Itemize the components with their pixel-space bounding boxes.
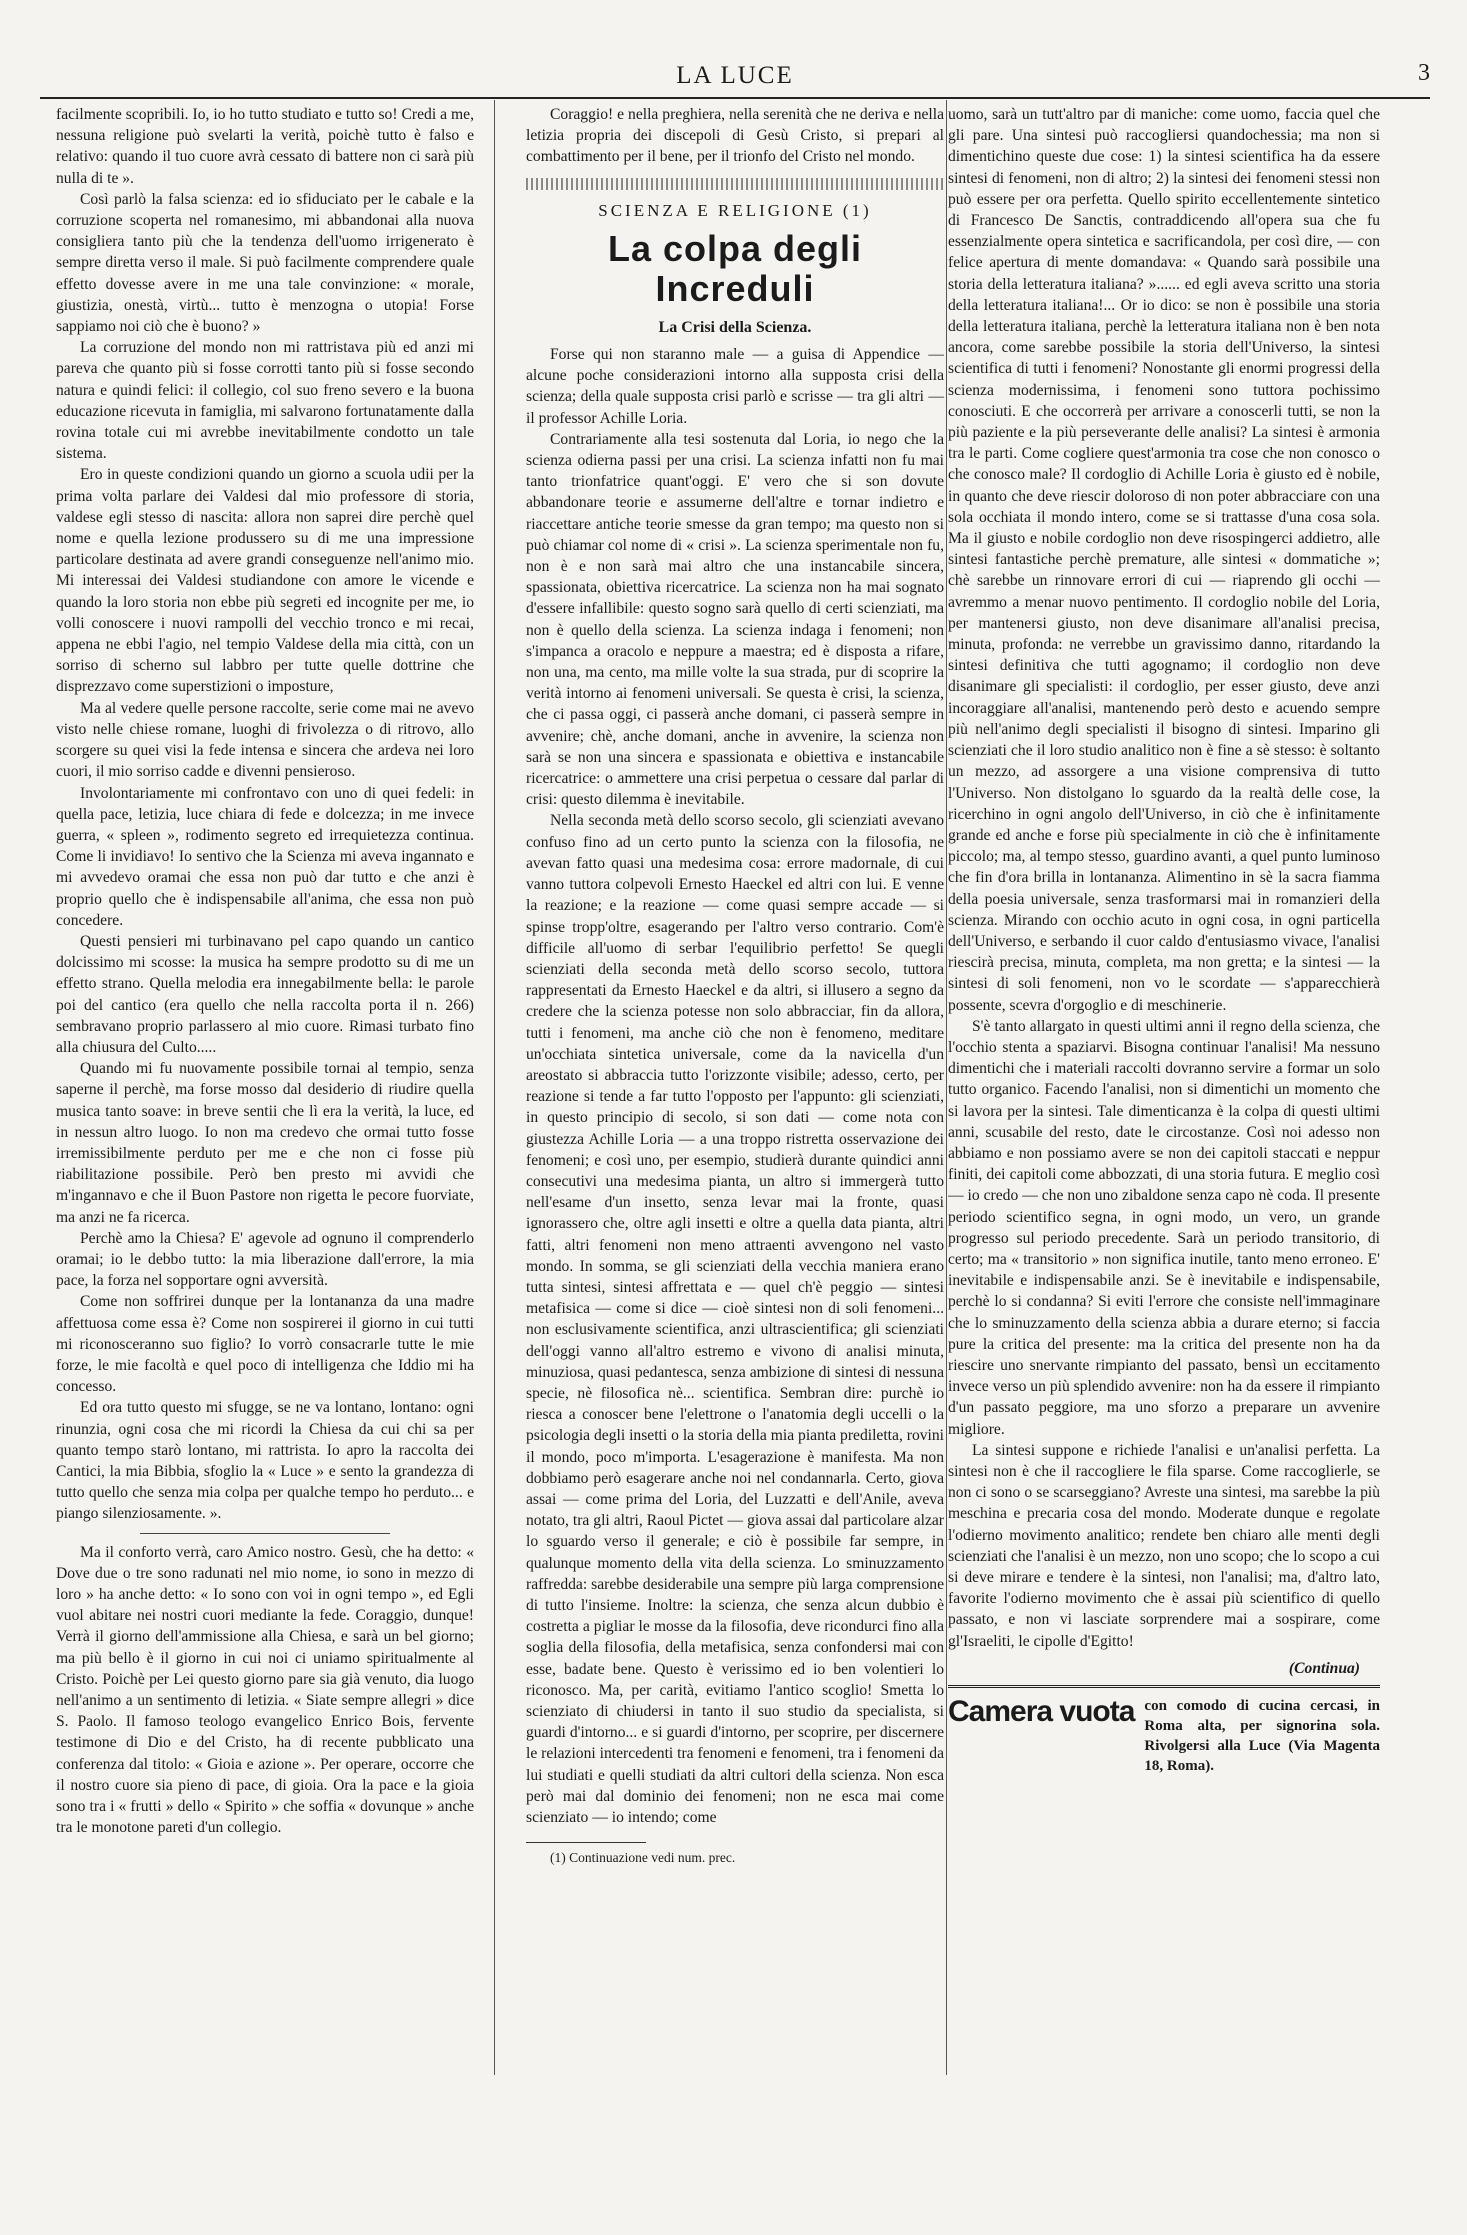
column-right — [948, 104, 1380, 1776]
column-divider — [494, 100, 495, 2075]
ad-title: Camera vuota — [948, 1695, 1135, 1729]
footnote-rule — [526, 1842, 646, 1843]
paragraph: Questi pensieri mi turbinavano pel capo quando un cantico dolcissimo mi scosse: la musica ha sempre prodotto su di me un effetto strano. Quella melodia era innegabilmente bella: le parole poi del cantico (era quello che nella raccolta porta il n. 266) sembravano proprio parlassero al mio cuore. Rimasi turbato fino alla chiusura del Culto..... — [56, 932, 474, 1056]
section-separator — [140, 1533, 391, 1534]
paragraph: facilmente scopribili. Io, io ho tutto studiato e tutto so! Credi a me, nessuna religione può svelarti la verità, poichè tutto è falso e relativo: quando il tuo cuore avrà cessato di battere non ci sarà più nulla di te ». — [56, 106, 474, 187]
paragraph: Involontariamente mi confrontavo con uno di quei fedeli: in quella pace, letizia, luce chiara di fede e dolcezza; in me invece guerra, « spleen », rodimento segreto ed irrequietezza continua. Come li invidiavo! Io sentivo che la Scienza mi aveva ingannato e mi avvedevo oramai che essa non può dar tutto e che anzi è proprio quello che è indispensabile all'anima, che essa non può concedere. — [56, 784, 474, 929]
paragraph: Contrariamente alla tesi sostenuta dal Loria, io nego che la scienza odierna passi per una crisi. La scienza infatti non fu mai tanto trionfatrice quant'oggi. E' vero che si son dovute abbandonare teorie e assumerne dell'altre e tornar indietro e riaccettare antiche teorie smesse da gran tempo; ma questo non si può chiamar col nome di « crisi ». La scienza sperimentale non fu, non è e non sarà mai altro che una instancabile sincera, spassionata, obiettiva ricercatrice. La scienza non ha mai sognato d'essere infallibile: questo sogno sarà quello di certi scienziati, ma non è quello della scienza. La scienza indaga i fenomeni; non s'impanca a oracolo e neppure a maestra; ed è disposta a rifare, non una, ma cento, ma mille volte la sua strada, pur di scoprire la verità intorno ai fenomeni universali. Se questa è crisi, la scienza, che ci passa oggi, ci passerà anche domani, ci passerà sempre in avvenire; chè, anche domani, anche in avvenire, la scienza non sarà se non una sincera e spassionata e obiettiva e instancabile ricercatrice: o ammettere una crisi perpetua o cessare dal parlar di crisi: questo dilemma è inevitabile. — [526, 430, 944, 809]
paragraph: S'è tanto allargato in questi ultimi anni il regno della scienza, che l'occhio stenta a spaziarvi. Bisogna continuar l'analisi! Ma nessuno dimentichi che i materiali raccolti dovranno servire a formar un solo tutto organico. Facendo l'analisi, non si dimentichi un momento che si lavora per la sintesi. Tale dimenticanza è la colpa di questi ultimi anni, scusabile del resto, date le circostanze. Così noi adesso non abbiamo e non possiamo avere se non dei capitoli staccati e neppur finiti, dei capitoli come abbozzati, di una storia futura. E meglio così — io credo — che non uno zibaldone senza capo nè coda. Il presente periodo scientifico segna, in ogni modo, un vero, un grande progresso sul periodo precedente. Sarà un periodo transitorio, di certo; ma « transitorio » non significa inutile, tanto meno erroneo. E' inevitabile e indispensabile anzi. Se è inevitabile e indispensabile, perchè lo si condanna? Si eviti l'errore che consiste nell'immaginare che lo sminuzzamento della scienza abbia a durare eterno; si faccia pure la critica del presente: ma la critica del presente non ha da riescire uno snervante rimpianto del passato, bensì un eccitamento invece verso un più splendido avvenire: non ha da essere il rimpianto d'un passato peggiore, ma uno sforzo a preparare un avvenire migliore. — [948, 1017, 1380, 1438]
column-divider — [946, 100, 947, 2075]
paragraph: Quando mi fu nuovamente possibile tornai al tempio, senza saperne il perchè, ma forse mosso dal desiderio di riudire quella musica tanto soave: in breve sentii che lì era la verità, la luce, ed in nessun altro luogo. Io non ma credevo che ormai tutto fosse irremissibilmente perduto per me e che non ci fosse più riabilitazione possibile. Però ben presto mi avvidi che m'ingannavo e che il Buon Pastore non rigetta le pecore fuorviate, ma anzi ne fa ricerca. — [56, 1060, 474, 1226]
ad-text: con comodo di cucina cercasi, in Roma alta, per signorina sola. Rivolgersi alla Luce (Via Magenta 18, Roma). — [1144, 1698, 1380, 1775]
paragraph: uomo, sarà un tutt'altro par di maniche: come uomo, faccia quel che gli pare. Una sintesi può raccogliersi quandochessia; ma non si dimentichino queste due cose: 1) la sintesi scientifica ha da essere sintesi di fenomeni, non di altro; 2) la sintesi dei fenomeni stessi non può essere per ora perfetta. Quello spirito eccellentemente sintetico di Francesco De Sanctis, contraddicendo all'opera sua che fu essenzialmente opera sintetica e sacrificandola, per così dire, — con felice apertura di mente domandava: « Quando sarà possibile una storia della letteratura italiana? »...... ed egli aveva scritto una storia della letteratura italiana!... Or io dico: se non è possibile una storia della letteratura italiana, perchè la letteratura italiana non è ben nota ancora, come sarebbe possibile la storia dell'Universo, la sintesi scientifica di tutti i fenomeni? Nonostante gli enormi progressi della scienza modernissima, i fenomeni sono tuttora pochissimo conosciuti. E che occorrerà per arrivare a conoscerli tutti, se non la più paziente e la più perseverante delle analisi? La sintesi è armonia tra le parti. Come cogliere quest'armonia tra cose che non conosco o che conosco male? Il cordoglio di Achille Loria è giusto ed è nobile, in quanto che deve riescir doloroso di non poter abbracciare con una sola occhiata il mondo intero, come se si trattasse d'una cosa sola. Ma il giusto e nobile cordoglio non deve risospingerci addietro, alle sintesi fantastiche perchè premature, alle sintesi « dommatiche »; chè sarebbe un rinnovare errori di cui — riaprendo gli occhi — avremmo a menar nuovo pentimento. Il cordoglio nobile del Loria, per mantenersi giusto, non deve disanimare all'analisi precisa, minuta, profonda: ne verrebbe un gravissimo danno, ritardando la sintesi definitiva che tutti agognamo; il cordoglio non deve disanimare gli specialisti: il cordoglio, per esser giusto, deve anzi incoraggiare all'analisi, mantenendo però desto e acuendo sempre più nell'animo degli specialisti il bisogno di sintesi. Imparino gli scienziati che il loro studio analitico non è fine a sè stesso: è soltanto un mezzo, ad assorgere a una visione comprensiva di tutto l'Universo. Non distolgano lo sguardo da la realtà delle cose, la ricerchino in ogni angolo dell'Universo, in ciò che è infinitamente grande ed anche e forse più specialmente in ciò che è infinitamente piccolo; ma, al tempo stesso, guardino avanti, a quel punto luminoso che fin d'ora brilla in lontananza. Alimentino in sè la sacra fiamma della poesia universale, senza trasformarsi mai in romanzieri della scienza. Mirando con occhio acuto in ogni cosa, in ogni particella dell'Universo, e serbando il cuor caldo d'entusiasmo vivace, l'analisi riescirà precisa, minuta, completa, ma non gretta; e la sintesi — la sintesi di soli fenomeni, non vo le scordate — s'apparecchierà possente, scevra d'orgoglio e di meschinerie. — [948, 106, 1380, 1014]
paragraph: Nella seconda metà dello scorso secolo, gli scienziati avevano confuso fino ad un certo punto la scienza con la filosofia, ne avevan fatto quasi una medesima cosa: errore madornale, di cui vanno tuttora colpevoli Ernesto Haeckel ed altri con lui. E venne la reazione; e la reazione — come quasi sempre accade — si spinse tropp'oltre, esagerando per l'altro verso contrario. Com'è difficile all'uomo di serbar l'equilibrio perfetto! Se quegli scienziati della seconda metà dello scorso secolo, tuttora rappresentati da Ernesto Haeckel e da altri, si illusero a segno da credere che la scienza potesse non solo abbracciar, fin da allora, tutti i fenomeni, ma anche ciò che non è fenomeno, meditare un'occhiata sintetica universale, come da la navicella d'un areostato si abbraccia tutto l'orizzonte visibile; adesso, certo, per reazione si tende a far tutto l'opposto per l'appunto: gli scienziati, in questo principio di secolo, si son dati — come nota con giustezza Achille Loria — a una troppo ristretta osservazione dei fenomeni; e così uno, per esempio, studierà durante quindici anni consecutivi una medesima pianta, un altro si immergerà tutto nell'esame d'un insetto, senza levar mai la fronte, quasi ignorassero che, oltre agli insetti e oltre a quella data pianta, altri fatti, altri fenomeni non meno attraenti avvengono nel vasto mondo. In somma, se gli scienziati della vecchia maniera erano tutta sintesi, sintesi affrettata e — quel ch'è peggio — sintesi metafisica — come si dice — cioè sintesi non di soli fenomeni... non esclusivamente scientifica, anzi ultrascientifica; gli scienziati dell'oggi vanno all'altro estremo e vivono di analisi minuta, minuziosa, quasi pedantesca, senza ambizione di sintesi di nessuna specie, nè filosofica nè... scientifica. Sembran dire: purchè io riesca a conoscer bene l'elettrone o l'anatomia degli uccelli o la psicologia degli insetti o la storia della mia pianta prediletta, rovini il mondo, poco m'importa. L'esagerazione è manifesta. Ma non dobbiamo però esagerare anche noi nel condannarla. Certo, giova assai — come prima del Loria, del Luzzatti e dell'Anile, aveva notato, tra gli altri, Raoul Pictet — giova assai dal particolare alzar lo sguardo verso il generale; e ciò è possibile far sempre, in qualunque momento della vita della scienza. Lo sminuzzamento raffredda: sarebbe desiderabile una sempre più larga comprensione di tutto l'insieme. Inoltre: la scienza, che senza alcun dubbio è costretta a pigliar le mosse da la filosofia, deve ricondurci fino alla soglia della filosofia, della metafisica, senza confondersi mai con esse, badate bene. Questo è verissimo ed io ben volentieri lo riconosco. Ma, per carità, evitiamo l'antico scoglio! Smetta lo scienziato di chiudersi in tanto il suo studio da specialista, si guardi d'intorno... e si guardi d'intorno, per scoprire, per discernere le relazioni intercedenti tra fenomeni e fenomeni, tra i fenomeni da lui studiati e quelli studiati da altri cultori della scienza. Non esca però mai dal dominio dei fenomeni; non ne esca mai come scienziato — io intendo; come — [526, 812, 944, 1827]
footnote: (1) Continuazione vedi num. prec. — [550, 1850, 736, 1866]
paragraph: Coraggio! e nella preghiera, nella serenità che ne deriva e nella letizia propria dei discepoli di Gesù Cristo, si prepari al combattimento per il bene, per il trionfo del Cristo nel mondo. — [526, 106, 944, 166]
masthead — [40, 62, 1430, 96]
ornamental-rule — [526, 178, 944, 190]
header-rule — [40, 97, 1430, 99]
paragraph: Ma al vedere quelle persone raccolte, serie come mai ne avevo visto nelle chiese romane, luoghi di frivolezza o di ritrovo, allo scorgere su quei visi la fede intensa e sincera che ardeva nei loro cuori, il mio sorriso cadde e divenni pensieroso. — [56, 699, 474, 781]
continued-note: (Continua) — [1288, 1659, 1360, 1677]
paragraph: La corruzione del mondo non mi rattristava più ed anzi mi pareva che quanto più si fosse corrotti tanto più si fosse secondo natura e quindi felici: il collegio, col suo freno severo e la buona educazione ricevuta in famiglia, mi salvarono fortunatamente dalla rovina totale cui mi avrebbe inevitabilmente condotto un tale sistema. — [56, 339, 474, 463]
page-number: 3 — [1418, 60, 1430, 86]
column-middle — [526, 104, 944, 1868]
classified-ad — [948, 1685, 1380, 1776]
section-rubric: SCIENZA E RELIGIONE (1) — [598, 200, 872, 220]
paragraph: La sintesi suppone e richiede l'analisi e un'analisi perfetta. La sintesi non è che il raccogliere le fila sparse. Come raccoglierle, se non ci sono o se scarseggiano? Avreste una sintesi, ma sarebbe la più meschina e precaria cosa del mondo. Moderate dunque e regolate l'odierno movimento analitico; rendete ben chiaro alle menti degli scienziati che l'analisi è un mezzo, non uno scopo; che lo scopo a cui si deve mirare e tendere è la sintesi, non l'analisi; ma, d'altro lato, favorite l'odierno movimento che è assai più scientifico di quello passato, e non vi lasciate sorprendere mai a sospirare, come gl'Israeliti, le cipolle d'Egitto! — [948, 1441, 1380, 1650]
article-headline: La colpa degli Increduli — [607, 227, 863, 309]
paragraph: Ma il conforto verrà, caro Amico nostro. Gesù, che ha detto: « Dove due o tre sono radunati nel mio nome, io sono in mezzo di loro » ha anche detto: « Io sono con voi in ogni tempo », ed Egli vuol abitare nei nostri cuori mediante la fede. Coraggio, dunque! Verrà il giorno dell'ammissione alla Chiesa, e sarà un bel giorno; ma più bello è il giorno in cui noi ci uniamo spiritualmente al Cristo. Poichè per Lei questo giorno pare sia già venuto, dia luogo nell'animo a un sentimento di letizia. « Siate sempre allegri » dice S. Paolo. Il famoso teologo evangelico Enrico Bois, fervente testimone di Dio e del Cristo, ha di recente pubblicato una conferenza dal titolo: « Gioia e azione ». Per operare, occorre che il nostro cuore sia pieno di pace, di gioia. Ora la pace e la gioia sono tra i « frutti » dello « Spirito » che soffia « dovunque » anche tra le monotone pareti d'un collegio. — [56, 1543, 474, 1837]
newspaper-title: LA LUCE — [676, 62, 794, 89]
paragraph: Forse qui non staranno male — a guisa di Appendice — alcune poche considerazioni intorno alla supposta crisi della scienza; della quale supposta crisi parlò e scrisse — tra gli altri — il professor Achille Loria. — [526, 346, 944, 427]
paragraph: Così parlò la falsa scienza: ed io sfiduciato per le cabale e la corruzione scoperta nel romanesimo, mi abbandonai alla nuova consigliera tanto più che la tendenza dell'uomo irrigenerato è sempre diretta verso il male. Si può facilmente comprendere quale effetto dovesse avere in me una tale convinzione: « morale, giustizia, onestà, virtù... tutto è menzogna o utopia! Forse sappiamo noi ciò che è buono? » — [56, 190, 474, 336]
article-subheading: La Crisi della Scienza. — [658, 318, 812, 336]
paragraph: Ed ora tutto questo mi sfugge, se ne va lontano, lontano: ogni rinunzia, ogni cosa che mi ricordi la Chiesa da cui chi sa per quanto tempo starò lontano, mi rattrista. Io apro la raccolta dei Cantici, la mia Bibbia, sfoglio la « Luce » e sento la grandezza di tutto quello che senza mia colpa per qualche tempo ho perduto... e piango silenziosamente. ». — [56, 1399, 474, 1523]
column-left — [56, 104, 474, 1838]
paragraph: Perchè amo la Chiesa? E' agevole ad ognuno il comprenderlo oramai; io le debbo tutto: la mia liberazione dall'errore, la mia pace, la forza nel sopportare ogni avversità. — [56, 1229, 474, 1290]
paragraph: Ero in queste condizioni quando un giorno a scuola udii per la prima volta parlare dei Valdesi dal mio professore di storia, valdese egli stesso di nascita: allora non saprei dire perchè quel nome e quella lezione produssero su di me una impressione particolare destinata ad avere grandi conseguenze nell'animo mio. Mi interessai dei Valdesi studiandone con amore le vicende e quando la loro storia non ebbe più segreti ed incognite per me, io volli conoscere i nuovi rampolli del vecchio tronco e mi recai, appena ne ebbi l'agio, nel tempio Valdese della mia città, con un sorriso di scherno sul labbro per tutte quelle dottrine che disprezzavo come superstizioni o imposture, — [56, 466, 474, 696]
paragraph: Come non soffrirei dunque per la lontananza da una madre affettuosa come essa è? Come non sospirerei il giorno in cui tutti mi riconosceranno suo figlio? Io vorrò consacrarle tutte le mie forze, le mie facoltà e quel poco di intelligenza che Iddio mi ha concesso. — [56, 1293, 474, 1396]
